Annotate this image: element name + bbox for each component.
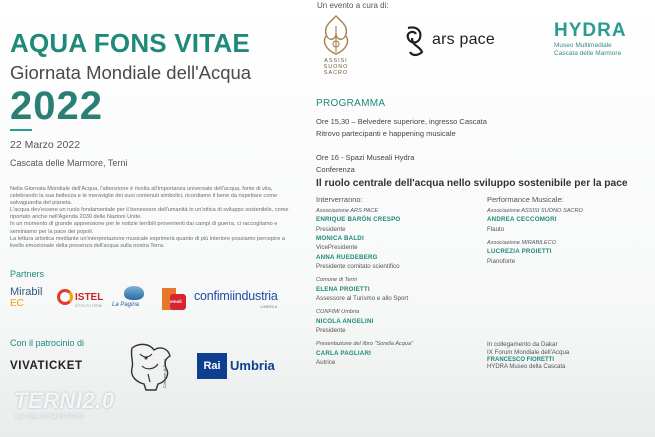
performer-org: Associazione MIRABILECO bbox=[487, 239, 557, 246]
organizers-label: Un evento a cura di: bbox=[317, 1, 389, 10]
speaker-name: MONICA BALDI bbox=[316, 234, 364, 242]
dragon-crest-icon bbox=[120, 340, 182, 398]
mirabileco-logo bbox=[10, 287, 56, 309]
hydra-subtitle-1: Museo Multimediale bbox=[554, 42, 612, 49]
speaker-group bbox=[316, 340, 486, 367]
ars-pace-mark-icon bbox=[402, 24, 430, 58]
performer-role: Flauto bbox=[487, 225, 505, 233]
event-place: Cascata delle Marmore, Terni bbox=[10, 158, 128, 168]
dakar-speaker-role: HYDRA Museo della Cascata bbox=[487, 364, 566, 370]
intro-paragraph: La lettura artistica mediante un'interpretazione musicale esprimerà quanto di più interiore possiamo percepire a livello emozionale della presenza dell'acqua sulla nostra Terra. bbox=[10, 235, 285, 249]
emoli-name: emoli bbox=[170, 299, 182, 304]
speaker-org: Presentazione del libro "Sorella Acqua" bbox=[316, 341, 414, 348]
speaker-name: CARLA PAGLIARI bbox=[316, 349, 372, 357]
speaker-role: Presidente comitato scientifico bbox=[316, 262, 400, 270]
mirabileco-bottom: EC bbox=[10, 297, 24, 309]
dakar-forum: IX Forum Mondiale dell'Acqua bbox=[487, 348, 570, 356]
speaker-role: VicePresidente bbox=[316, 244, 358, 252]
watermark-brand: TERNI2.0 bbox=[14, 388, 115, 413]
speaker-org: Comune di Terni bbox=[316, 277, 357, 284]
istel-subtitle: ISTITUTO TERNI bbox=[75, 304, 103, 308]
la-pagina-logo bbox=[112, 286, 158, 314]
la-pagina-name: La Pagina bbox=[112, 302, 140, 308]
performer-role: Pianoforte bbox=[487, 257, 516, 265]
intro-paragraph: In un momento di grande apprensione per le notizie terribili provenienti dai campi di guerra, ci raccogliamo e seminiamo per la pace dei popoli. bbox=[10, 221, 278, 235]
watermark-tagline: LA TUA CITTÀ IN FOTO bbox=[16, 414, 84, 420]
divider bbox=[10, 129, 32, 131]
dakar-connection bbox=[487, 341, 647, 372]
intro-paragraph: L'acqua dev'essere un ruolo fondamentale per il benessere dell'umanità in un'ottica di sviluppo sostenibile, come riportato anche nell'Agenda 2030 delle Nazioni Unite. bbox=[10, 207, 289, 221]
speaker-role: Presidente bbox=[316, 225, 346, 233]
partners-heading: Partners bbox=[10, 269, 45, 279]
rai-box: Rai bbox=[197, 353, 227, 379]
programma-heading: PROGRAMMA bbox=[316, 98, 386, 109]
confimi-region: UMBRIA bbox=[260, 304, 278, 309]
speaker-name: ANNA RUEDEBERG bbox=[316, 253, 378, 261]
performer-name: LUCREZIA PROIETTI bbox=[487, 248, 552, 256]
crest-label: Comune di Terni bbox=[162, 358, 167, 388]
istel-name: ISTEL bbox=[75, 292, 104, 303]
performer-name: ANDREA CECCOMORI bbox=[487, 216, 557, 224]
confimi-name: confimiindustria bbox=[194, 289, 278, 303]
emoli-logo bbox=[162, 288, 188, 314]
programma-line: Ore 15,30 – Belvedere superiore, ingresso Cascata bbox=[316, 117, 487, 126]
dakar-line: In collegamento da Dakar bbox=[487, 341, 558, 348]
rai-region: Umbria bbox=[230, 358, 275, 373]
performer-group bbox=[487, 207, 647, 234]
programma-line: Ore 16 - Spazi Museali Hydra bbox=[316, 153, 415, 162]
speaker-group bbox=[316, 207, 486, 271]
comune-terni-crest bbox=[120, 340, 182, 398]
performer-group bbox=[487, 239, 647, 266]
speaker-group bbox=[316, 308, 486, 335]
hydra-subtitle-2: Cascata delle Marmore bbox=[554, 50, 622, 58]
rai-umbria-logo bbox=[197, 353, 295, 379]
performers-list bbox=[487, 207, 647, 271]
speaker-name: ENRIQUE BARÓN CRESPO bbox=[316, 216, 401, 224]
globe-icon bbox=[124, 286, 144, 300]
conference-title: Il ruolo centrale dell'acqua nello sviluppo sostenibile per la pace bbox=[316, 178, 628, 189]
event-subtitle: Giornata Mondiale dell'Acqua bbox=[10, 62, 252, 83]
event-year: 2022 bbox=[10, 84, 103, 128]
istel-ring-icon bbox=[57, 289, 73, 305]
dakar-speaker-name: FRANCESCO FIORETTI bbox=[487, 356, 554, 363]
performer-org: Associazione ASSISI SUONO SACRO bbox=[487, 208, 583, 214]
speakers-list bbox=[316, 207, 486, 372]
speaker-role: Autrice bbox=[316, 358, 336, 366]
intro-text bbox=[10, 186, 292, 250]
assisi-suono-sacro-logo bbox=[316, 14, 356, 92]
hydra-logo bbox=[554, 20, 654, 58]
vivaticket-logo: VIVATICKET bbox=[10, 360, 83, 372]
speaker-name: ELENA PROIETTI bbox=[316, 285, 370, 293]
intro-paragraph: Nella Giornata Mondiale dell'Acqua, l'attenzione è rivolta all'importanza universale dell'acqua, fonte di vita, celebrando la sua bellezza e le meraviglie dei suoi contenuti simbolici, ricordiamo il bene da rispettare come salvaguardia del pianeta. bbox=[10, 186, 278, 207]
speaker-role: Presidente bbox=[316, 326, 346, 334]
assisi-name: ASSISI SUONO SACRO bbox=[323, 58, 349, 77]
programma-line: Conferenza bbox=[316, 165, 355, 174]
ornament-icon bbox=[316, 14, 356, 58]
ars-pace-logo bbox=[402, 22, 522, 62]
event-date: 22 Marzo 2022 bbox=[10, 139, 81, 151]
ars-pace-name: ars pace bbox=[432, 31, 495, 48]
event-title: AQUA FONS VITAE bbox=[10, 28, 250, 58]
speaker-role: Assessore al Turismo e allo Sport bbox=[316, 294, 409, 302]
speakers-heading: Interverranno: bbox=[316, 195, 363, 204]
istel-logo bbox=[57, 287, 107, 313]
confimi-logo bbox=[194, 289, 278, 309]
hydra-name: HYDRA bbox=[554, 20, 627, 41]
performers-heading: Performance Musicale: bbox=[487, 195, 564, 204]
programma-line: Ritrovo partecipanti e happening musicale bbox=[316, 129, 456, 138]
speaker-org: Associazione ARS PACE bbox=[316, 208, 379, 214]
mirabileco-top: Mirabil bbox=[10, 286, 43, 298]
patronage-heading: Con il patrocinio di bbox=[10, 338, 85, 348]
speaker-org: CONFIMI Umbria bbox=[316, 309, 360, 316]
speaker-group bbox=[316, 276, 486, 303]
speaker-name: NICOLA ANGELINI bbox=[316, 317, 374, 325]
